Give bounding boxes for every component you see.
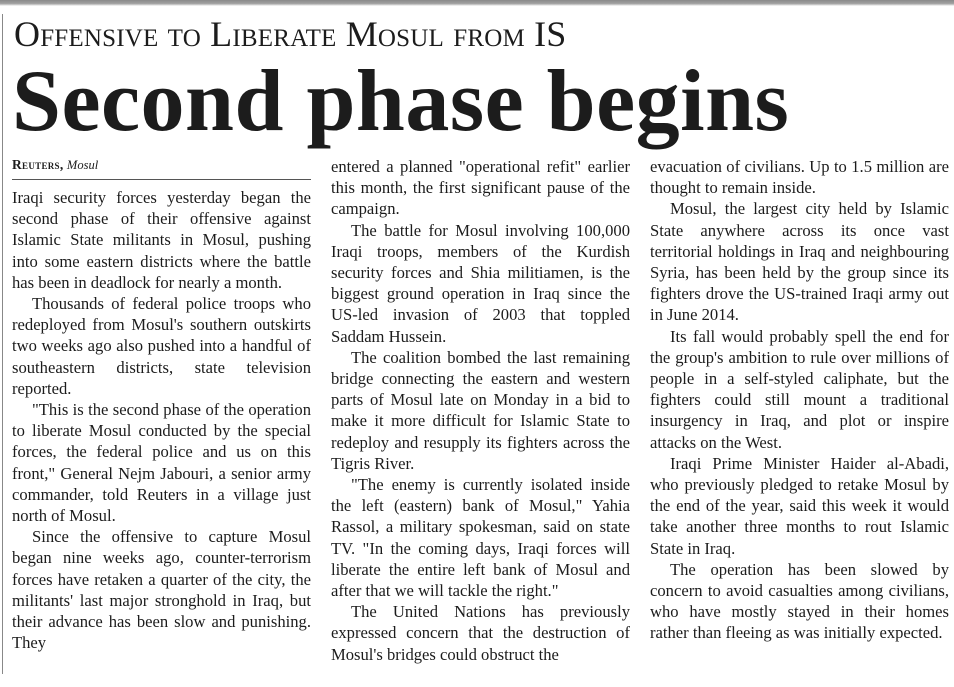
article-kicker: Offensive to Liberate Mosul from IS [14,14,567,54]
left-column-rule [2,14,3,674]
paragraph: The operation has been slowed by concern to avoid casualties among civilians, who have mostly stayed in their homes rather than fleeing as was initially expected. [650,559,949,643]
paragraph: The battle for Mosul involving 100,000 Iraqi troops, members of the Kurdish security forces and Shia militiamen, is the biggest ground operation in Iraq since the US-led invasion of 2003 that toppled Saddam Hussein. [331,220,630,346]
article-body [12,156,952,681]
paragraph: "The enemy is currently isolated inside the left (eastern) bank of Mosul," Yahia Rassol, a military spokesman, said on state TV. "In the coming days, Iraqi forces will liberate the entire left bank of Mosul and after that we will tackle the right." [331,475,630,601]
byline-agency: Reuters, [12,157,64,172]
paragraph: Its fall would probably spell the end for the group's ambition to rule over millions of people in a self-styled caliphate, but the fighters could still mount a traditional insurgency in Iraq, and plot or inspire attacks on the West. [650,326,949,452]
paragraph: Mosul, the largest city held by Islamic State anywhere across its once vast territorial holdings in Iraq and neighbouring Syria, has been held by the group since its fighters drove the US-trained Iraqi army out in June 2014. [650,199,949,325]
byline [12,156,311,180]
paragraph: Iraqi security forces yesterday began the second phase of their offensive against Islamic State militants in Mosul, pushing into some eastern districts where the battle has been in deadlock for nearly a month. [12,188,311,292]
clipped-previous-article-strip [0,0,954,6]
column-1 [12,156,311,681]
column-2 [331,156,630,681]
article-headline: Second phase begins [12,53,790,150]
paragraph: Iraqi Prime Minister Haider al-Abadi, who previously pledged to retake Mosul by the end of the year, said this week it would take another three months to rout Islamic State in Iraq. [650,453,949,558]
paragraph: Thousands of federal police troops who redeployed from Mosul's southern outskirts two weeks ago also pushed into a handful of southeastern districts, state television reported. [12,294,311,398]
column-3 [650,156,949,681]
paragraph: entered a planned "operational refit" earlier this month, the first significant pause of the campaign. [331,157,630,219]
byline-place: Mosul [66,158,99,172]
paragraph: The coalition bombed the last remaining bridge connecting the eastern and western parts of Mosul late on Monday in a bid to make it more difficult for Islamic State to redeploy and resupply its fighters across the Tigris River. [331,347,630,473]
paragraph: Since the offensive to capture Mosul began nine weeks ago, counter-terrorism forces have retaken a quarter of the city, the militants' last major stronghold in Iraq, but their advance has been slow and punishing. They [12,527,311,653]
paragraph: "This is the second phase of the operation to liberate Mosul conducted by the special forces, the federal police and us on this front," General Nejm Jabouri, a senior army commander, told Reuters in a village just north of Mosul. [12,400,311,526]
paragraph: The United Nations has previously expressed concern that the destruction of Mosul's bridges could obstruct the [331,602,630,664]
paragraph: evacuation of civilians. Up to 1.5 million are thought to remain inside. [650,157,949,198]
